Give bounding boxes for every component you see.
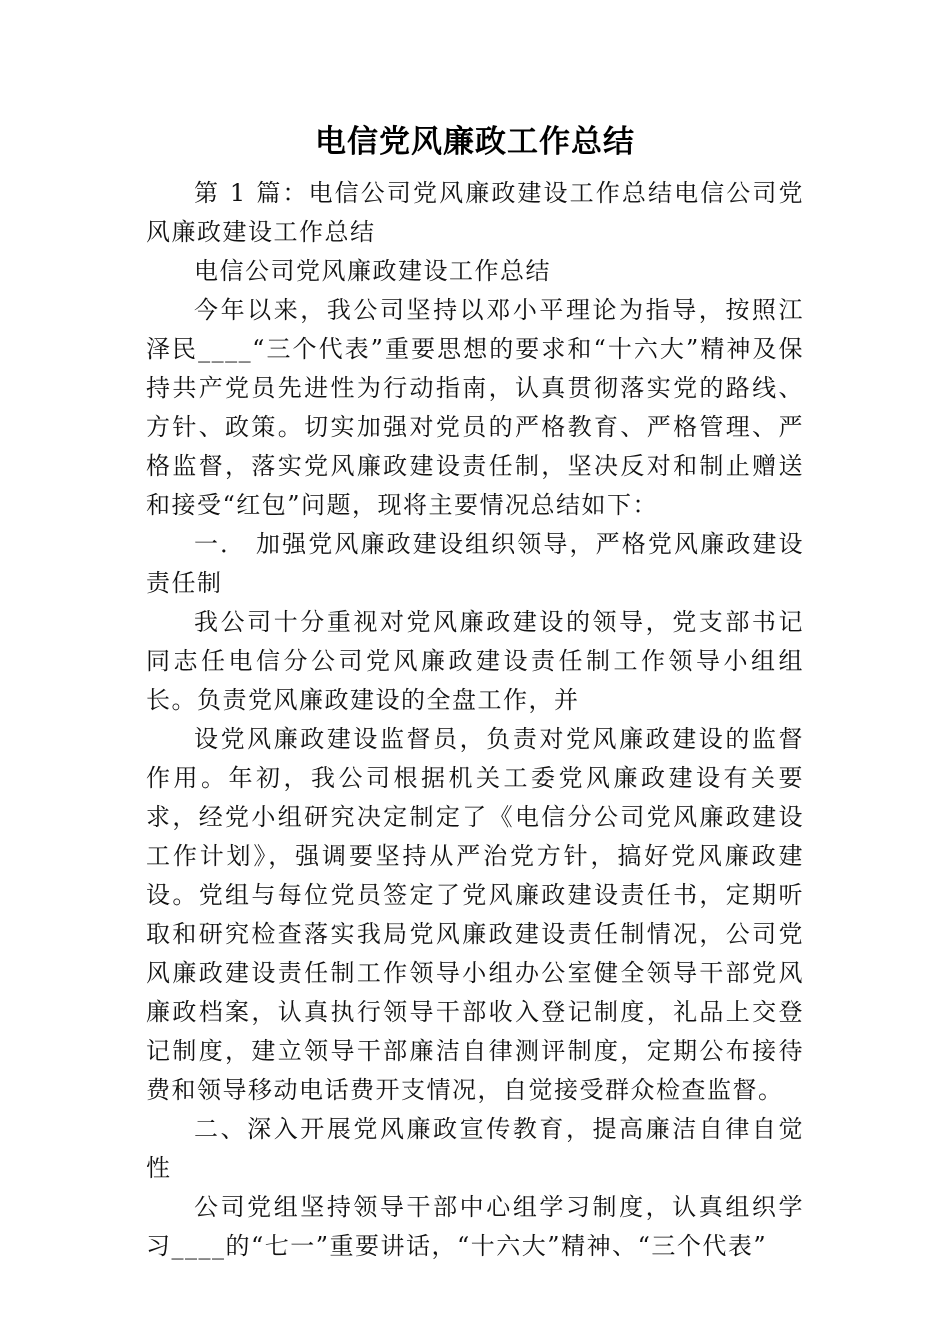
paragraph-chapter-heading: 第 1 篇：电信公司党风廉政建设工作总结电信公司党风廉政建设工作总结: [146, 179, 804, 246]
paragraph-intro: 今年以来，我公司坚持以邓小平理论为指导，按照江泽民____“三个代表”重要思想的要求和“十六大”精神及保持共产党员先进性为行动指南，认真贯彻落实党的路线、方针、政策。切实加强对党员的严格教育、严格管理、严格监督，落实党风廉政建设责任制，坚决反对和制止赠送和接受“红包”问题，现将主要情况总结如下：: [146, 296, 804, 519]
paragraph-section-1-b: 设党风廉政建设监督员，负责对党风廉政建设的监督作用。年初，我公司根据机关工委党风廉政建设有关要求，经党小组研究决定制定了《电信分公司党风廉政建设工作计划》，强调要坚持从严治党方针，搞好党风廉政建设。党组与每位党员签定了党风廉政建设责任书，定期听取和研究检查落实我局党风廉政建设责任制情况，公司党风廉政建设责任制工作领导小组办公室健全领导干部党风廉政档案，认真执行领导干部收入登记制度，礼品上交登记制度，建立领导干部廉洁自律测评制度，定期公布接待费和领导移动电话费开支情况，自觉接受群众检查监督。: [146, 725, 804, 1104]
section-heading-2: 二、深入开展党风廉政宣传教育，提高廉洁自律自觉性: [146, 1115, 804, 1182]
paragraph-section-2-a: 公司党组坚持领导干部中心组学习制度，认真组织学习____的“七一”重要讲话，“十六大”精神、“三个代表”: [146, 1193, 804, 1260]
document-title: 电信党风廉政工作总结: [315, 124, 635, 160]
paragraph-section-1-a: 我公司十分重视对党风廉政建设的领导，党支部书记同志任电信分公司党风廉政建设责任制工作领导小组组长。负责党风廉政建设的全盘工作，并: [146, 608, 804, 714]
section-heading-1: 一． 加强党风廉政建设组织领导，严格党风廉政建设责任制: [146, 530, 804, 597]
paragraph-subtitle: 电信公司党风廉政建设工作总结: [194, 257, 551, 285]
